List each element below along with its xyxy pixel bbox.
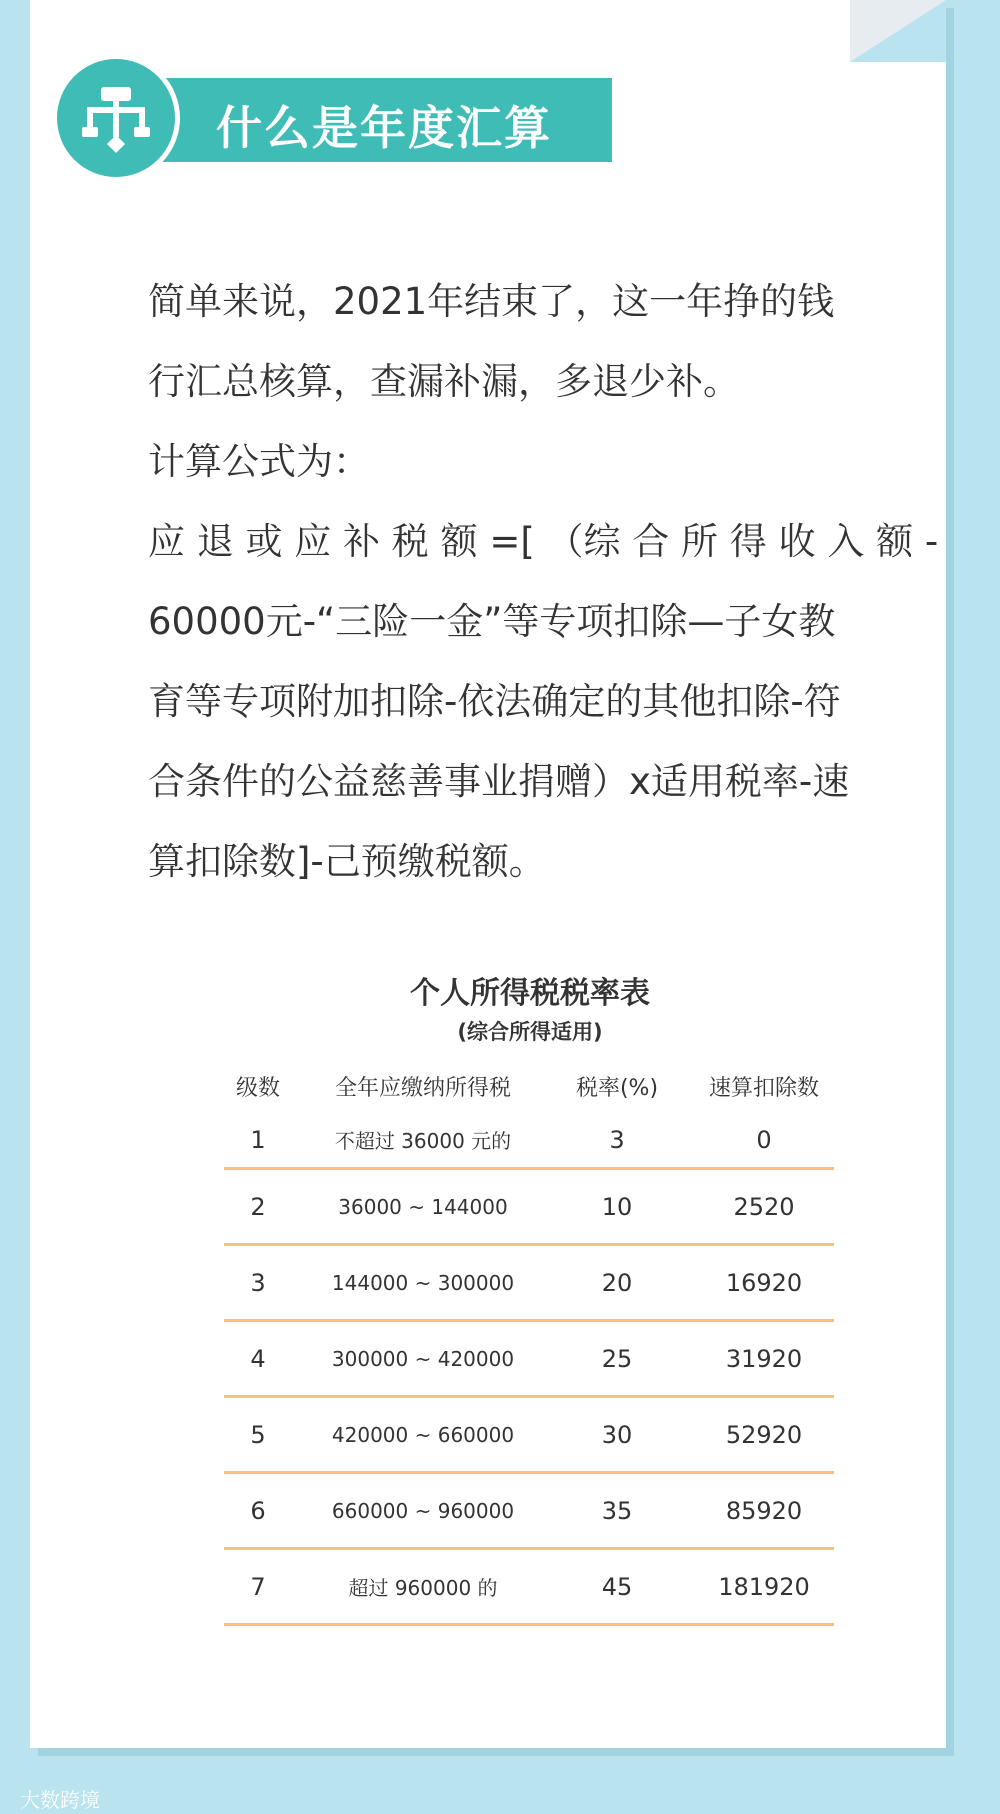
cell-income: 36000 ~ 144000 bbox=[338, 1194, 508, 1219]
hierarchy-icon bbox=[79, 81, 153, 155]
cell-income: 660000 ~ 960000 bbox=[331, 1498, 515, 1523]
header-income: 全年应缴纳所得税 bbox=[316, 1072, 530, 1112]
cell-level: 2 bbox=[250, 1192, 266, 1221]
text-line: 应 退 或 应 补 税 额 =[ （综 合 所 得 收 入 额 - bbox=[148, 520, 939, 563]
cell-level: 4 bbox=[250, 1344, 266, 1373]
text-line: 行汇总核算，查漏补漏，多退少补。 bbox=[148, 360, 740, 403]
header-deduction: 速算扣除数 bbox=[694, 1072, 834, 1112]
table-title: 个人所得税税率表 bbox=[410, 976, 650, 1011]
cell-deduction: 16920 bbox=[725, 1268, 803, 1297]
cell-deduction: 85920 bbox=[725, 1496, 803, 1525]
cell-level: 3 bbox=[250, 1268, 266, 1297]
section-title: 什么是年度汇算 bbox=[216, 101, 552, 155]
watermark: 大数跨境 bbox=[20, 1788, 100, 1812]
text-line: 60000元-“三险一金”等专项扣除—子女教 bbox=[148, 600, 836, 643]
paper-card bbox=[30, 0, 946, 1748]
text-line: 算扣除数]-己预缴税额。 bbox=[148, 840, 546, 883]
cell-rate: 20 bbox=[601, 1268, 633, 1297]
cell-rate: 45 bbox=[601, 1572, 633, 1601]
cell-deduction: 2520 bbox=[733, 1192, 795, 1221]
explanation-text bbox=[148, 262, 939, 902]
cell-income: 不超过 36000 元的 bbox=[334, 1129, 512, 1153]
cell-income: 420000 ~ 660000 bbox=[331, 1422, 515, 1447]
cell-rate: 30 bbox=[601, 1420, 633, 1449]
header-level: 级数 bbox=[224, 1072, 292, 1112]
cell-level: 1 bbox=[250, 1125, 266, 1154]
table-subtitle: (综合所得适用) bbox=[457, 1020, 603, 1044]
table-row bbox=[224, 1322, 834, 1398]
cell-rate: 10 bbox=[601, 1192, 633, 1221]
page-fold-corner bbox=[850, 0, 946, 62]
cell-level: 7 bbox=[250, 1572, 266, 1601]
table-row bbox=[224, 1550, 834, 1626]
cell-deduction: 31920 bbox=[725, 1344, 803, 1373]
cell-income: 超过 960000 的 bbox=[348, 1576, 498, 1600]
cell-deduction: 0 bbox=[756, 1125, 772, 1154]
table-row bbox=[224, 1474, 834, 1550]
tax-rate-table bbox=[224, 1072, 834, 1626]
header-badge bbox=[52, 54, 180, 182]
cell-level: 6 bbox=[250, 1496, 266, 1525]
section-header bbox=[150, 78, 612, 162]
cell-income: 144000 ~ 300000 bbox=[331, 1270, 515, 1295]
cell-rate: 3 bbox=[609, 1125, 625, 1154]
header-rate: 税率(%) bbox=[562, 1072, 672, 1112]
table-row bbox=[224, 1170, 834, 1246]
text-line: 计算公式为： bbox=[148, 440, 370, 483]
cell-rate: 25 bbox=[601, 1344, 633, 1373]
cell-level: 5 bbox=[250, 1420, 266, 1449]
table-header bbox=[224, 1072, 834, 1112]
table-row bbox=[224, 1112, 834, 1170]
text-line: 合条件的公益慈善事业捐赠）x适用税率-速 bbox=[148, 760, 850, 803]
cell-income: 300000 ~ 420000 bbox=[331, 1346, 515, 1371]
cell-rate: 35 bbox=[601, 1496, 633, 1525]
cell-deduction: 181920 bbox=[718, 1572, 810, 1601]
cell-deduction: 52920 bbox=[725, 1420, 803, 1449]
table-row bbox=[224, 1246, 834, 1322]
text-line: 简单来说，2021年结束了，这一年挣的钱 bbox=[148, 280, 835, 323]
text-line: 育等专项附加扣除-依法确定的其他扣除-符 bbox=[148, 680, 841, 723]
table-row bbox=[224, 1398, 834, 1474]
